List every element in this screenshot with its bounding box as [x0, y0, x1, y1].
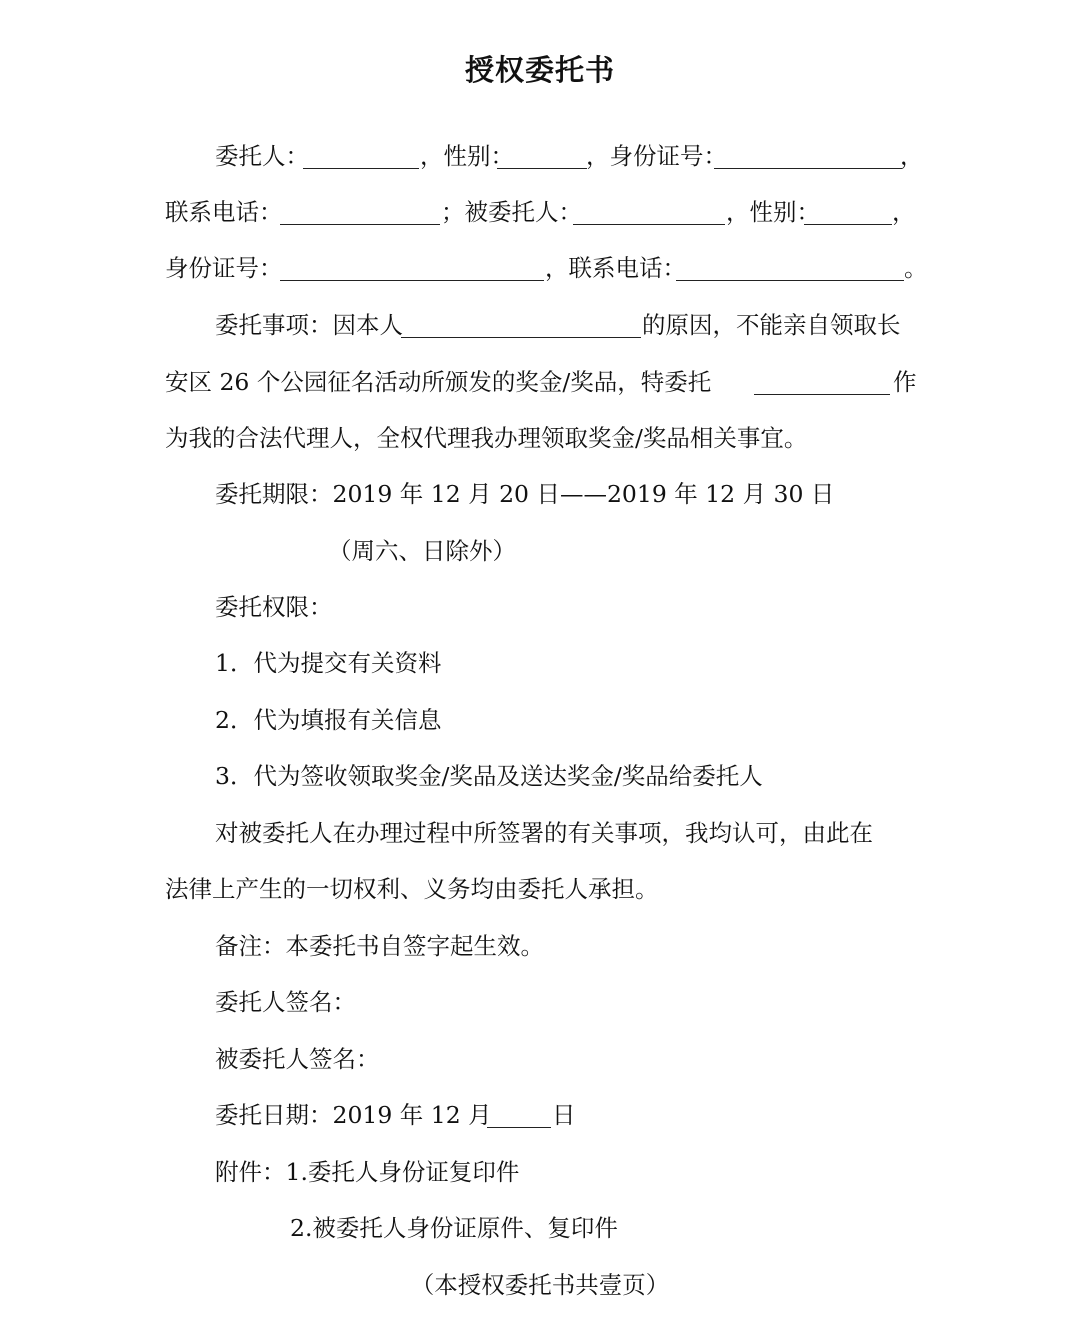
agent-signature-label: 被委托人签名：: [215, 1045, 380, 1073]
principal-id-blank: [714, 146, 902, 169]
attachment-2: 2.被委托人身份证原件、复印件: [290, 1214, 618, 1242]
agent-id-blank: [280, 258, 544, 281]
date-day-suffix: 日: [552, 1101, 576, 1129]
authority-item-2: 2．代为填报有关信息: [215, 706, 442, 734]
row1-end-comma: ，: [900, 142, 924, 170]
agent-id-label: 身份证号：: [165, 254, 283, 282]
agent-gender-blank: [804, 202, 892, 225]
matter-text-3: 为我的合法代理人，全权代理我办理领取奖金/奖品相关事宜。: [165, 424, 808, 452]
agent-name-blank: [573, 202, 725, 225]
principal-id-label: ，身份证号：: [586, 142, 727, 170]
principal-signature-label: 委托人签名：: [215, 988, 356, 1016]
matter-text-1a: 委托事项：因本人: [215, 311, 403, 339]
authority-item-3: 3．代为签收领取奖金/奖品及送达奖金/奖品给委托人: [215, 762, 763, 790]
acknowledge-text-1: 对被委托人在办理过程中所签署的有关事项，我均认可，由此在: [215, 819, 873, 847]
principal-gender-blank: [497, 146, 587, 169]
agent-phone-label: ，联系电话：: [545, 254, 686, 282]
principal-phone-blank: [280, 202, 440, 225]
principal-name-blank: [303, 146, 419, 169]
acknowledge-text-2: 法律上产生的一切权利、义务均由委托人承担。: [165, 875, 659, 903]
matter-text-2b: 作: [893, 368, 917, 396]
agent-label: ；被委托人：: [441, 198, 582, 226]
authority-heading: 委托权限：: [215, 593, 333, 621]
period-note: （周六、日除外）: [328, 537, 516, 565]
reason-blank: [401, 315, 641, 338]
matter-text-2a: 安区 26 个公园征名活动所颁发的奖金/奖品，特委托: [165, 368, 712, 396]
agent-gender-label: ，性别：: [726, 198, 820, 226]
page-count-footer: （本授权委托书共壹页）: [410, 1271, 670, 1299]
row2-end-comma: ，: [892, 198, 916, 226]
principal-label: 委托人：: [215, 142, 309, 170]
matter-text-1b: 的原因，不能亲自领取长: [642, 311, 901, 339]
row3-end-period: 。: [904, 254, 928, 282]
day-blank: [487, 1105, 551, 1128]
attachment-1: 附件：1.委托人身份证复印件: [215, 1158, 520, 1186]
date-text: 委托日期：2019 年 12 月: [215, 1101, 492, 1129]
principal-phone-label: 联系电话：: [165, 198, 283, 226]
period-text: 委托期限：2019 年 12 月 20 日——2019 年 12 月 30 日: [215, 480, 835, 508]
agent-phone-blank: [676, 258, 904, 281]
document-title: 授权委托书: [464, 53, 615, 87]
principal-gender-label: ，性别：: [420, 142, 514, 170]
authority-item-1: 1．代为提交有关资料: [215, 649, 442, 677]
delegate-blank: [754, 372, 890, 395]
remark-text: 备注：本委托书自签字起生效。: [215, 932, 544, 960]
